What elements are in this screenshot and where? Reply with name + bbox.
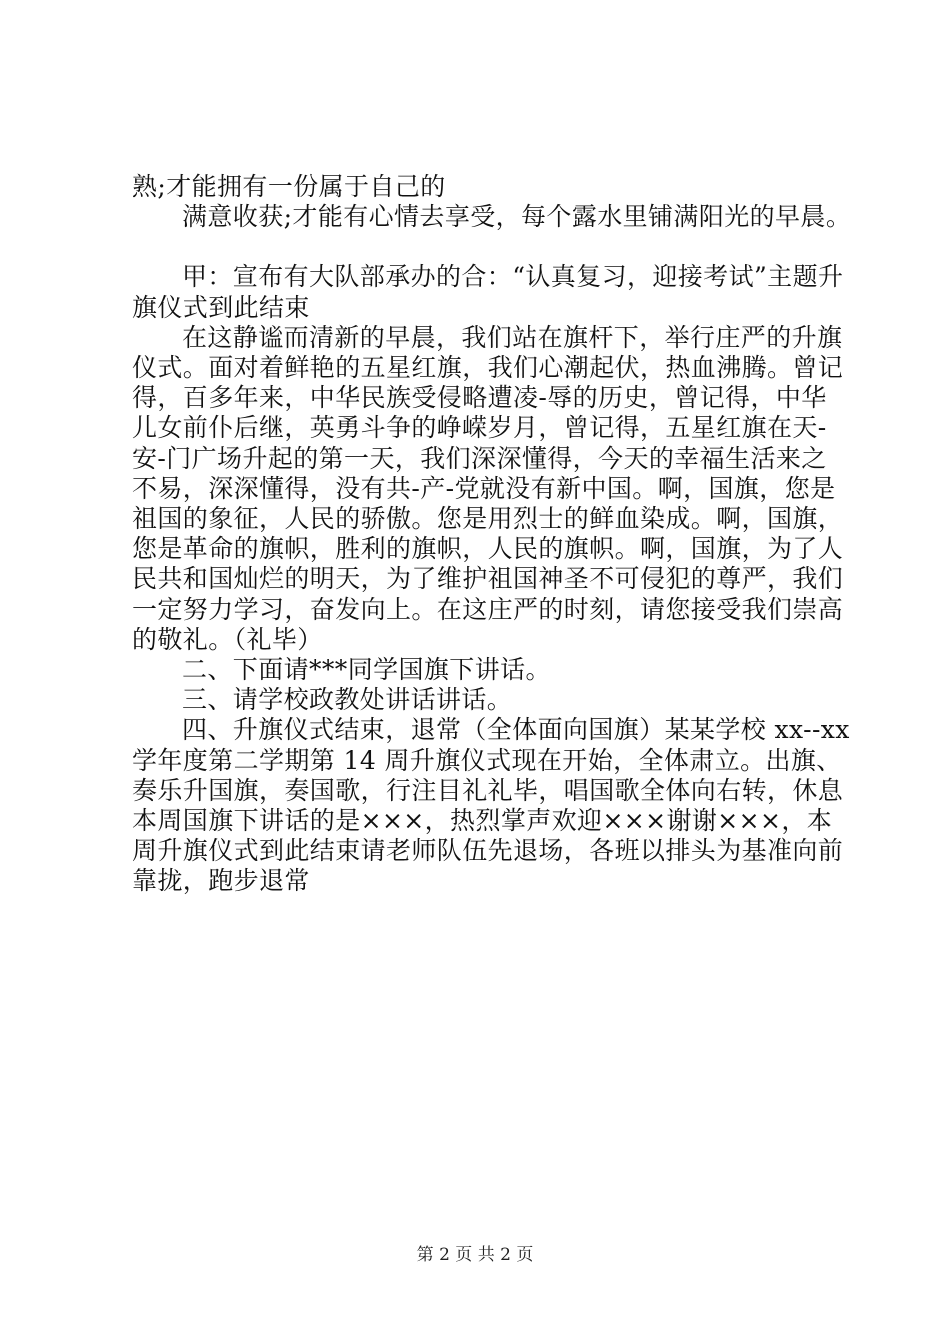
paragraph-item-four: 四、升旗仪式结束，退常（全体面向国旗）某某学校 xx--xx 学年度第二学期第 14 周升旗仪式现在开始，全体肃立。出旗、奏乐升国旗，奏国歌，行注目礼礼毕，唱国歌全体向右转，休息本周国旗下讲话的是×××，热烈掌声欢迎×××谢谢×××，本周升旗仪式到此结束请老师队伍先退场，各班以排头为基准向前靠拢，跑步退常 [132, 715, 859, 896]
paragraph-flag-speech: 在这静谧而清新的早晨，我们站在旗杆下，举行庄严的升旗仪式。面对着鲜艳的五星红旗，我们心潮起伏，热血沸腾。曾记得，百多年来，中华民族受侵略遭凌-辱的历史，曾记得，中华儿女前仆后继，英勇斗争的峥嵘岁月，曾记得，五星红旗在天-安-门广场升起的第一天，我们深深懂得，今天的幸福生活来之不易，深深懂得，没有共-产-党就没有新中国。啊，国旗，您是祖国的象征，人民的骄傲。您是用烈士的鲜血染成。啊，国旗，您是革命的旗帜，胜利的旗帜，人民的旗帜。啊，国旗，为了人民共和国灿烂的明天，为了维护祖国神圣不可侵犯的尊严，我们一定努力学习，奋发向上。在这庄严的时刻，请您接受我们崇高的敬礼。（礼毕） [132, 322, 844, 654]
paragraph-item-two: 二、下面请***同学国旗下讲话。 [182, 655, 551, 685]
paragraph-fragment: 熟;才能拥有一份属于自己的 [132, 172, 446, 201]
page-number-footer: 第 2 页 共 2 页 [416, 1245, 534, 1265]
paragraph-announcement: 甲：宣布有大队部承办的合：“认真复习，迎接考试”主题升旗仪式到此结束 [132, 262, 844, 322]
paragraph-item-three: 三、请学校政教处讲话讲话。 [182, 685, 513, 715]
paragraph-satisfaction: 满意收获;才能有心情去享受，每个露水里铺满阳光的早晨。 [182, 202, 852, 232]
document-body [132, 172, 859, 897]
